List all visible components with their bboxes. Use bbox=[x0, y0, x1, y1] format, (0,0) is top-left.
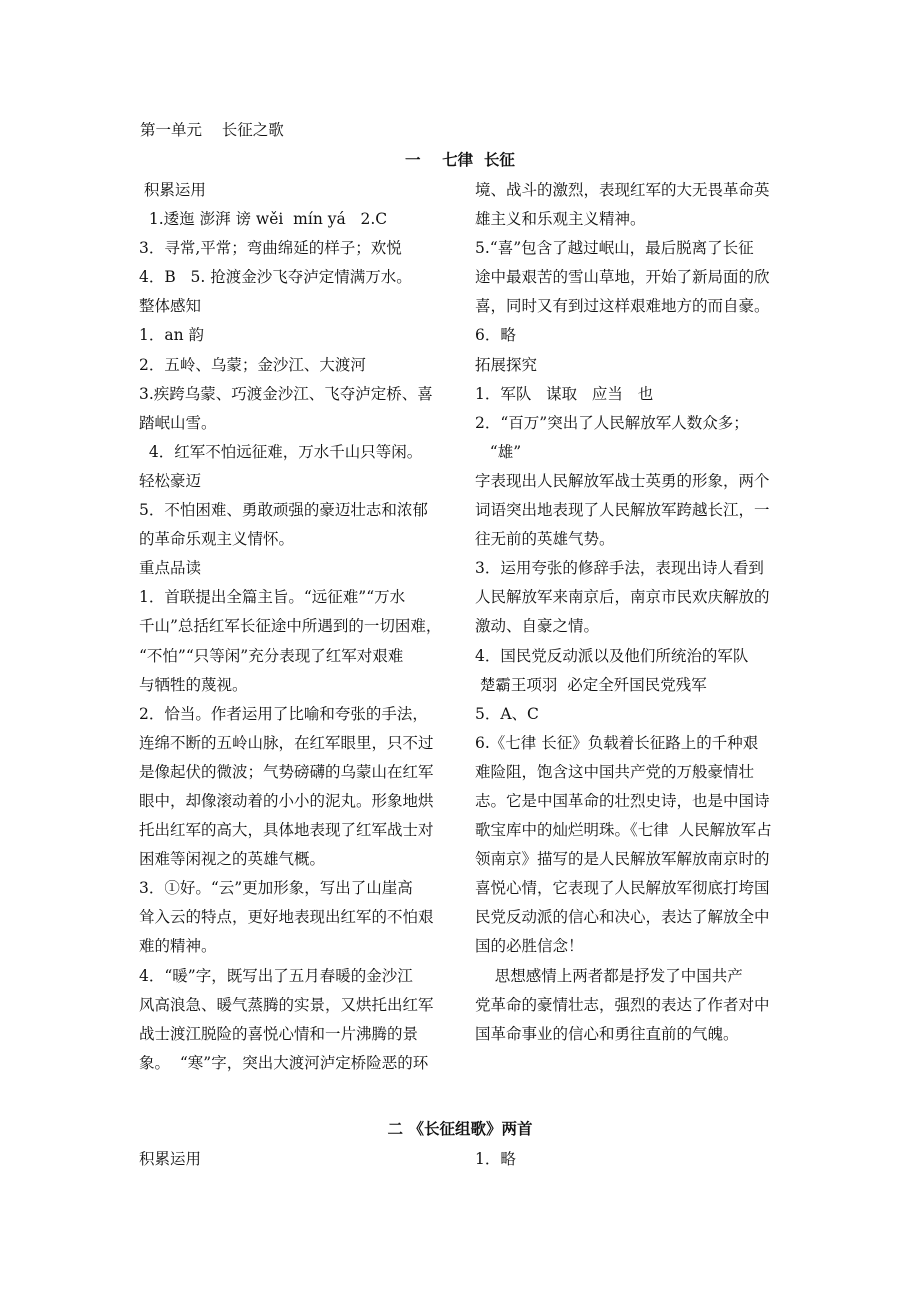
text-line: 是像起伏的微波；气势磅礴的乌蒙山在红军 bbox=[139, 762, 434, 781]
text-line: 国革命事业的信心和勇往直前的气魄。 bbox=[475, 1024, 739, 1043]
text-line: 耸入云的特点，更好地表现出红军的不怕艰 bbox=[139, 908, 434, 927]
text-line: 3．①好。“云”更加形象，写出了山崖高 bbox=[139, 879, 413, 898]
text-line: 6.《七律 长征》负载着长征路上的千种艰 bbox=[475, 733, 759, 752]
text-line: 途中最艰苦的雪山草地，开始了新局面的欣 bbox=[475, 268, 770, 287]
text-line: 4．“暖”字，既写出了五月春暖的金沙江 bbox=[139, 966, 413, 985]
text-line: 4．国民党反动派以及他们所统治的军队 bbox=[475, 646, 749, 665]
text-line: 难险阻，饱含这中国共产党的万般豪情壮 bbox=[475, 762, 755, 781]
text-line: 3．寻常,平常；弯曲绵延的样子；欢悦 bbox=[139, 239, 402, 258]
text-line: 1.逶迤 澎湃 谤 wěi mín yá 2.C bbox=[139, 210, 388, 229]
text-line: 思想感情上两者都是抒发了中国共产 bbox=[475, 966, 743, 985]
right-column bbox=[475, 176, 790, 1049]
text-line: 与牺牲的蔑视。 bbox=[139, 675, 248, 694]
text-line: 6．略 bbox=[475, 326, 516, 345]
text-line: 喜悦心情，它表现了人民解放军彻底打垮国 bbox=[475, 879, 770, 898]
text-line: 喜，同时又有到过这样艰难地方的而自豪。 bbox=[475, 297, 770, 316]
text-line: 往无前的英雄气势。 bbox=[475, 530, 615, 549]
text-line: 5．A、C bbox=[475, 704, 539, 723]
text-line: 千山”总括红军长征途中所遇到的一切困难， bbox=[139, 617, 442, 636]
text-line: 困难等闲视之的英雄气概。 bbox=[139, 850, 326, 869]
text-line: 眼中，却像滚动着的小小的泥丸。形象地烘 bbox=[139, 791, 434, 810]
text-line: 1．军队 谋取 应当 也 bbox=[475, 384, 654, 403]
section-2-right-text: 1．略 bbox=[475, 1150, 516, 1168]
section-2-left-text: 积累运用 bbox=[139, 1150, 202, 1168]
text-line: 2．恰当。作者运用了比喻和夸张的手法， bbox=[139, 704, 428, 723]
text-line: 踏岷山雪。 bbox=[139, 413, 217, 432]
text-line: 人民解放军来南京后，南京市民欢庆解放的 bbox=[475, 588, 770, 607]
text-line: “不怕”“只等闲”充分表现了红军对艰难 bbox=[139, 646, 404, 665]
text-line: 5.“喜”包含了越过岷山，最后脱离了长征 bbox=[475, 239, 754, 258]
text-line: 轻松豪迈 bbox=[139, 471, 202, 490]
text-line: 党革命的豪情壮志，强烈的表达了作者对中 bbox=[475, 995, 770, 1014]
text-line: 字表现出人民解放军战士英勇的形象，两个 bbox=[475, 471, 770, 490]
text-line: 民党反动派的信心和决心，表达了解放全中 bbox=[475, 908, 770, 927]
text-line: 3.疾跨乌蒙、巧渡金沙江、飞夺泸定桥、喜 bbox=[139, 384, 433, 403]
text-line: 战士渡江脱险的喜悦心情和一片沸腾的景 bbox=[139, 1024, 419, 1043]
text-line: 激动、自豪之情。 bbox=[475, 617, 600, 636]
text-line: 3．运用夸张的修辞手法，表现出诗人看到 bbox=[475, 559, 764, 578]
text-line: 整体感知 bbox=[139, 297, 202, 316]
text-line: “雄” bbox=[475, 442, 522, 461]
text-line: 领南京》描写的是人民解放军解放南京时的 bbox=[475, 850, 770, 869]
text-line: 托出红军的高大，具体地表现了红军战士对 bbox=[139, 821, 434, 840]
text-line: 象。 “寒”字，突出大渡河泸定桥险恶的环 bbox=[139, 1053, 429, 1072]
unit-heading: 第一单元 长征之歌 bbox=[140, 121, 284, 139]
left-column bbox=[139, 176, 454, 1078]
text-line: 楚霸王项羽 必定全歼国民党残军 bbox=[475, 675, 707, 694]
text-line: 重点品读 bbox=[139, 559, 202, 578]
text-line: 拓展探究 bbox=[475, 355, 538, 374]
text-line: 境、战斗的激烈，表现红军的大无畏革命英 bbox=[475, 181, 770, 199]
section-2-title: 二 《长征组歌》两首 bbox=[387, 1119, 533, 1138]
text-line: 5．不怕困难、勇敢顽强的豪迈壮志和浓郁 bbox=[139, 501, 428, 520]
text-line: 歌宝库中的灿烂明珠。《七律 人民解放军占 bbox=[475, 821, 772, 840]
section-1-title: 一 七律 长征 bbox=[405, 150, 515, 169]
text-line: 风高浪急、暖气蒸腾的实景，又烘托出红军 bbox=[139, 995, 434, 1014]
text-line: 2．五岭、乌蒙；金沙江、大渡河 bbox=[139, 355, 366, 374]
text-line: 的革命乐观主义情怀。 bbox=[139, 530, 295, 549]
text-line: 志。它是中国革命的壮烈史诗，也是中国诗 bbox=[475, 791, 770, 810]
text-line: 1．an 韵 bbox=[139, 326, 205, 345]
text-line: 积累运用 bbox=[139, 181, 206, 199]
text-line: 4．红军不怕远征难，万水千山只等闲。 bbox=[139, 442, 423, 461]
text-line: 国的必胜信念！ bbox=[475, 937, 584, 956]
text-line: 2．“百万”突出了人民解放军人数众多； bbox=[475, 413, 749, 432]
text-line: 词语突出地表现了人民解放军跨越长江，一 bbox=[475, 501, 770, 520]
text-line: 1．首联提出全篇主旨。“远征难”“万水 bbox=[139, 588, 406, 607]
text-line: 连绵不断的五岭山脉，在红军眼里，只不过 bbox=[139, 733, 434, 752]
text-line: 雄主义和乐观主义精神。 bbox=[475, 210, 646, 229]
text-line: 难的精神。 bbox=[139, 937, 217, 956]
text-line: 4．B 5. 抢渡金沙飞夺泸定情满万水。 bbox=[139, 268, 412, 287]
